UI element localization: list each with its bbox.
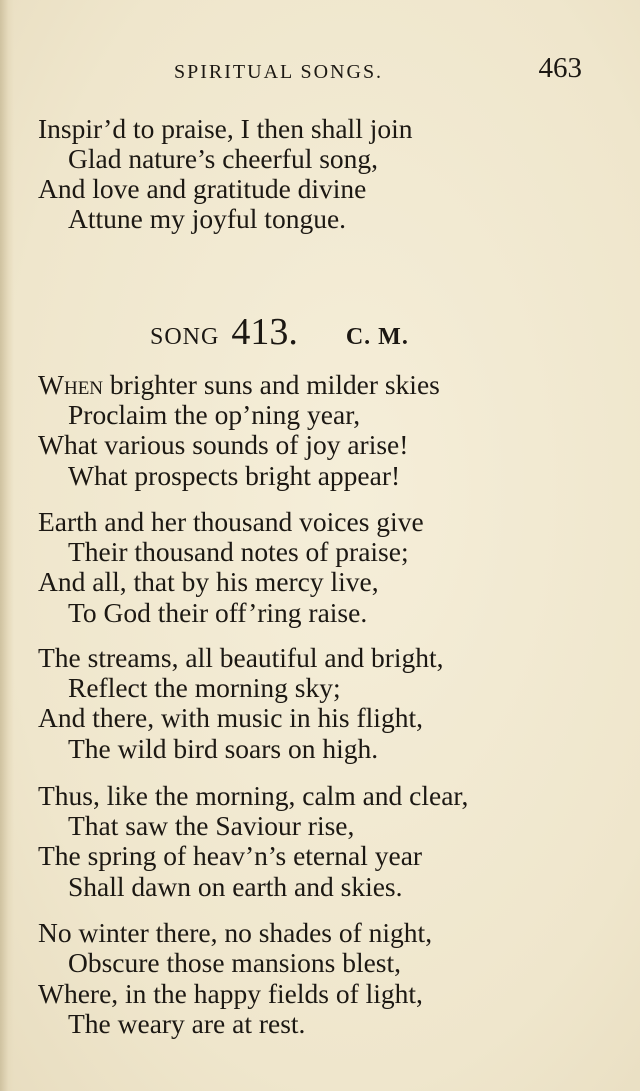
verse-line: The streams, all beautiful and bright, [38,642,444,673]
page-gutter-shadow [0,0,14,1091]
song-label: SONG [150,324,220,350]
song-heading [150,310,409,354]
first-line-rest: brighter suns and milder skies [103,369,440,400]
verse-line: What various sounds of joy arise! [38,429,409,460]
verse-line: No winter there, no shades of night, [38,917,433,948]
verse-line: That saw the Saviour rise, [68,810,355,841]
verse-line: Earth and her thousand voices give [38,506,424,537]
running-head: SPIRITUAL SONGS. [174,61,384,83]
verse-line: Obscure those mansions blest, [68,947,402,978]
first-word-smallcaps: hen [63,369,104,400]
page-header [0,52,640,92]
verse-line: Shall dawn on earth and skies. [68,871,403,902]
verse-line: The wild bird soars on high. [68,733,379,764]
verse-line: Where, in the happy fields of light, [38,978,423,1009]
verse-line: Reflect the morning sky; [68,672,341,703]
verse-line: The spring of heav’n’s eternal year [38,840,423,871]
verse-line: The weary are at rest. [68,1008,306,1039]
song-meter: C. M. [345,324,409,350]
drop-initial: W [38,369,64,400]
verse-line: What prospects bright appear! [68,460,401,491]
verse-line: Inspir’d to praise, I then shall join [38,113,413,144]
verse-line: And all, that by his mercy live, [38,566,379,597]
verse-line: Attune my joyful tongue. [68,203,347,234]
verse-line: And there, with music in his flight, [38,702,423,733]
verse-line-first [38,370,440,400]
verse-line: To God their off’ring raise. [68,597,368,628]
page-number: 463 [538,52,582,84]
verse-line: Glad nature’s cheerful song, [68,143,379,174]
verse-line: Thus, like the morning, calm and clear, [38,780,469,811]
verse-line: Their thousand notes of praise; [68,536,409,567]
verse-line: And love and gratitude divine [38,173,367,204]
verse-line: Proclaim the op’ning year, [68,399,361,430]
song-number: 413. [231,311,298,353]
